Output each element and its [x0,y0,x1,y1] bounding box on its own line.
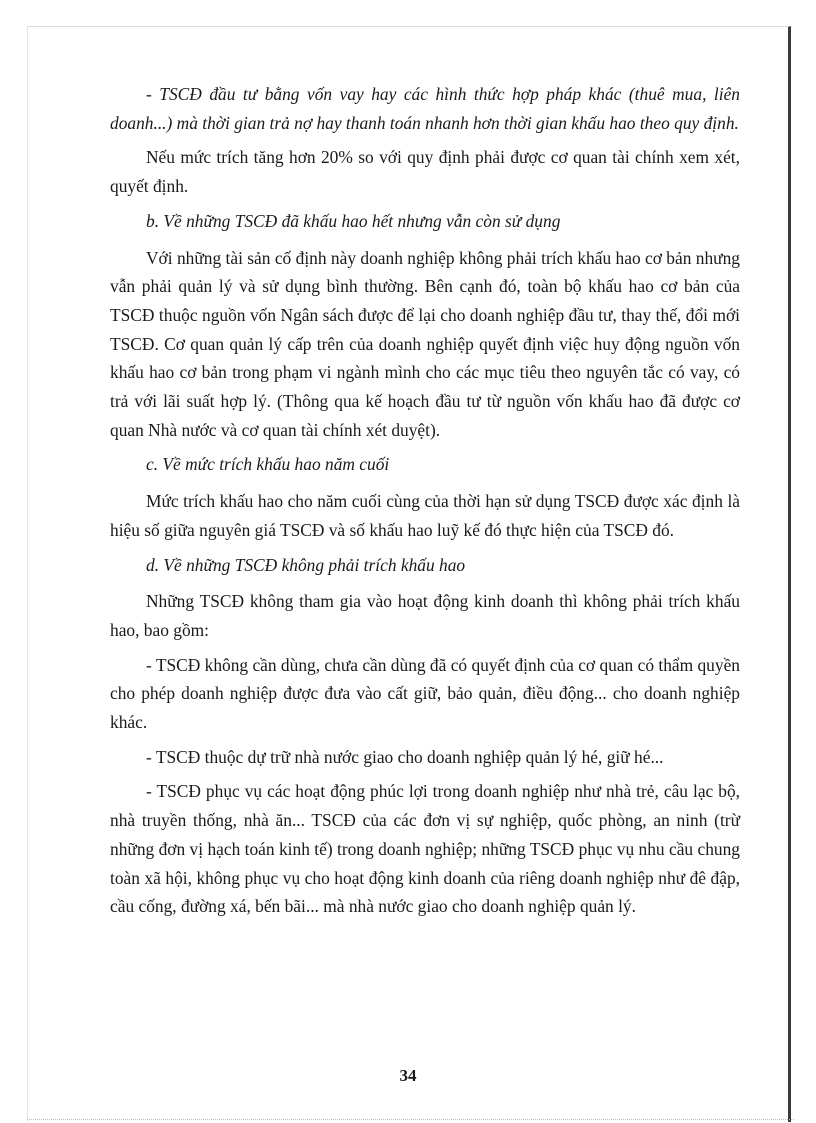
paragraph-fully-depreciated: Với những tài sản cố định này doanh nghiệp không phải trích khấu hao cơ bản nhưng vẫn phải quản lý và sử dụng bình thường. Bên cạnh đó, toàn bộ khấu hao cơ bản của TSCĐ thuộc nguồn vốn Ngân sách được để lại cho doanh nghiệp đầu tư, thay thế, đổi mới TSCĐ. Cơ quan quản lý cấp trên của doanh nghiệp quyết định việc huy động nguồn vốn khấu hao cơ bản trong phạm vi ngành mình cho các mục tiêu theo nguyên tắc có vay, có trả với lãi suất hợp lý. (Thông qua kế hoạch đầu tư từ nguồn vốn khấu hao đã được cơ quan Nhà nước và cơ quan tài chính xét duyệt). [110,247,740,440]
paragraph-loan-assets: - TSCĐ đầu tư bằng vốn vay hay các hình thức hợp pháp khác (thuê mua, liên doanh...) mà thời gian trả nợ hay thanh toán nhanh hơn thời gian khấu hao theo quy định. [110,84,740,133]
heading-d-no-depreciation: d. Về những TSCĐ không phải trích khấu hao [146,554,466,575]
page-bottom-dotted-line [27,1119,794,1120]
page-number: 34 [399,1066,417,1085]
list-item-state-reserve: - TSCĐ thuộc dự trữ nhà nước giao cho doanh nghiệp quản lý hé, giữ hé... [146,746,664,767]
heading-b-fully-depreciated: b. Về những TSCĐ đã khấu hao hết nhưng vẫn còn sử dụng [146,210,561,231]
heading-c-final-year: c. Về mức trích khấu hao năm cuối [146,454,390,475]
list-item-welfare-assets: - TSCĐ phục vụ các hoạt động phúc lợi trong doanh nghiệp như nhà trẻ, câu lạc bộ, nhà truyền thống, nhà ăn... TSCĐ của các đơn vị sự nghiệp, quốc phòng, an ninh (trừ những đơn vị hạch toán kinh tế) trong doanh nghiệp; những TSCĐ phục vụ nhu cầu chung toàn xã hội, không phục vụ cho hoạt động kinh doanh của riêng doanh nghiệp như đê đập, cầu cống, đường xá, bến bãi... mà nhà nước giao cho doanh nghiệp quản lý. [110,781,740,917]
list-item-unused-assets: - TSCĐ không cần dùng, chưa cần dùng đã có quyết định của cơ quan có thẩm quyền cho phép doanh nghiệp được đưa vào cất giữ, bảo quản, điều động... cho doanh nghiệp khác. [110,654,740,733]
paragraph-no-depreciation-intro: Những TSCĐ không tham gia vào hoạt động kinh doanh thì không phải trích khấu hao, bao gồm: [110,591,740,640]
paragraph-rate-increase: Nếu mức trích tăng hơn 20% so với quy định phải được cơ quan tài chính xem xét, quyết định. [110,147,740,197]
paragraph-final-year: Mức trích khấu hao cho năm cuối cùng của thời hạn sử dụng TSCĐ được xác định là hiệu số giữa nguyên giá TSCĐ và số khấu hao luỹ kế đó thực hiện của TSCĐ đó. [110,491,740,540]
document-body [110,80,740,927]
